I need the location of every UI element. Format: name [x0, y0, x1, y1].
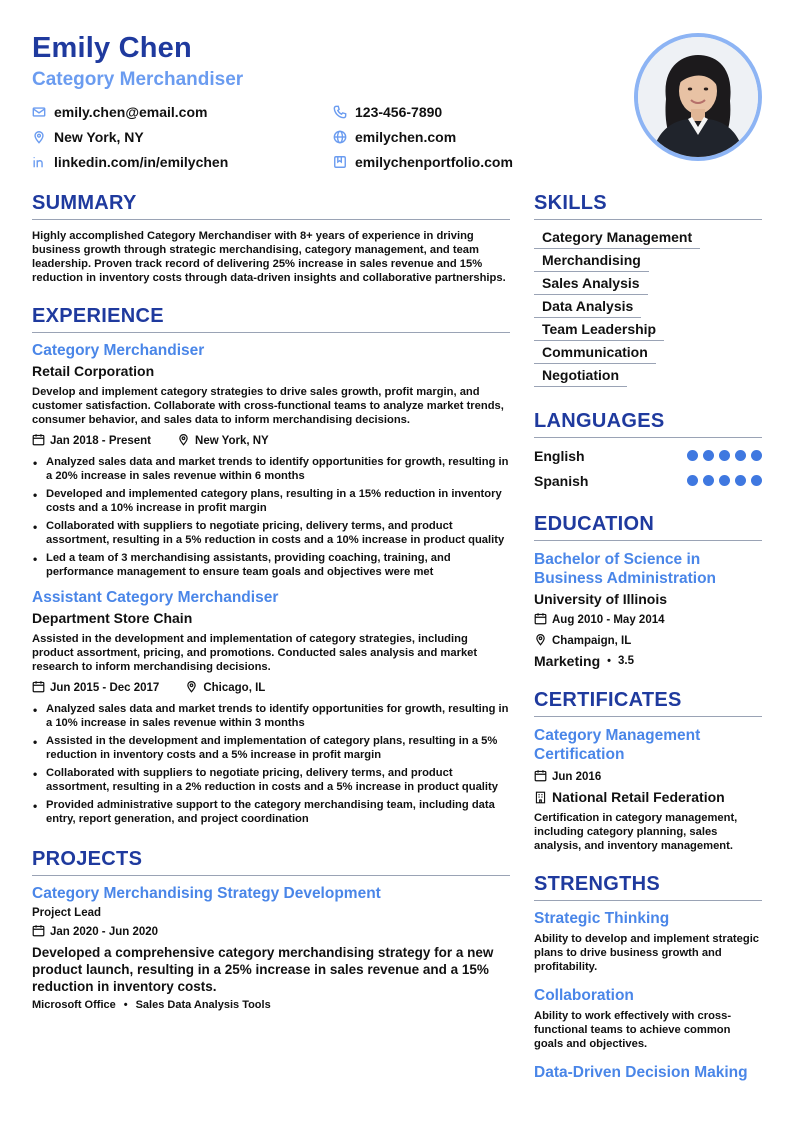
job-bullet: • Led a team of 3 merchandising assistants, providing coaching, training, and performance management to ensure team goals and objectives were met: [32, 551, 510, 579]
contact-portfolio[interactable]: [333, 149, 513, 174]
project-description: Developed a comprehensive category merchandising strategy for a new product launch, resulting in a 25% increase in sales revenue and a 15% reduction in inventory costs.: [32, 945, 494, 994]
job-bullet: • Collaborated with suppliers to negotiate pricing, delivery terms, and product assortment, resulting in a 5% reduction in costs and a 10% increase in product quality: [32, 519, 510, 547]
education-heading: EDUCATION: [534, 513, 762, 541]
calendar-icon: [32, 924, 50, 940]
job-title: Assistant Category Merchandiser: [32, 589, 279, 606]
strength-text: Ability to work effectively with cross-functional teams to achieve common goals and objectives.: [534, 1010, 732, 1050]
separator-dot: •: [123, 999, 128, 1011]
project-entry: [32, 885, 510, 1011]
contact-location-text: New York, NY: [54, 128, 144, 145]
building-icon: [534, 791, 547, 804]
profile-photo: [634, 33, 762, 161]
contact-phone-text: 123-456-7890: [355, 103, 443, 120]
calendar-icon: [32, 680, 50, 696]
job-dates: Jun 2015 - Dec 2017: [50, 682, 160, 694]
level-dot: [735, 475, 746, 486]
job-bullet: • Analyzed sales data and market trends to identify opportunities for growth, resulting in a 10% increase in sales revenue within 3 months: [32, 702, 510, 730]
contact-website-text: emilychen.com: [355, 128, 457, 145]
certificate-date: Jun 2016: [552, 771, 602, 783]
strength-entry: [534, 910, 762, 974]
job-company: Department Store Chain: [32, 610, 193, 626]
level-dot: [719, 475, 730, 486]
education-dates-row: [534, 612, 762, 628]
job-bullet: • Provided administrative support to the category merchandising team, including data entry, report generation, and project coordination: [32, 798, 510, 826]
language-level-dots: [687, 450, 762, 461]
skill-tag: Data Analysis: [534, 298, 641, 318]
skills-heading: SKILLS: [534, 192, 762, 220]
portfolio-icon: [333, 155, 355, 169]
project-title: Category Merchandising Strategy Development: [32, 885, 381, 902]
education-dates: Aug 2010 - May 2014: [552, 614, 665, 626]
contact-website[interactable]: [333, 124, 513, 149]
candidate-role: Category Merchandiser: [32, 69, 244, 90]
project-tool: Microsoft Office: [32, 999, 116, 1011]
job-entry: [32, 342, 510, 579]
phone-icon: [333, 105, 355, 119]
job-title: Category Merchandiser: [32, 342, 205, 359]
job-description: Develop and implement category strategies to drive sales growth, profit margin, and customer satisfaction. Collaborate with cross-functional teams to analyze market trends, consumer behavior, and sales data to inform merchandising decisions.: [32, 386, 504, 426]
skill-tag: Merchandising: [534, 252, 649, 272]
skill-tag: Negotiation: [534, 367, 627, 387]
education-school: University of Illinois: [534, 591, 668, 607]
language-name: Spanish: [534, 472, 589, 489]
contact-phone[interactable]: [333, 99, 513, 124]
level-dot: [735, 450, 746, 461]
job-description: Assisted in the development and implementation of category strategies, including product assortment, pricing, and promotions. Conducted sales analysis and market research to inform merchandising decisions.: [32, 633, 478, 673]
contact-email-text: emily.chen@email.com: [54, 103, 208, 120]
project-tool: Sales Data Analysis Tools: [135, 999, 271, 1011]
linkedin-icon: [32, 155, 54, 169]
education-field: Marketing: [534, 653, 601, 669]
calendar-icon: [534, 769, 552, 785]
education-degree: Bachelor of Science in Business Administration: [534, 551, 717, 587]
education-gpa: 3.5: [617, 655, 634, 667]
certificate-description: Certification in category management, including category planning, sales analysis, and inventory management.: [534, 812, 738, 852]
skill-tag: Sales Analysis: [534, 275, 648, 295]
mail-icon: [32, 105, 54, 119]
job-bullet: • Developed and implemented category plans, resulting in a 15% reduction in inventory costs and a 10% increase in profit margin: [32, 487, 510, 515]
job-bullet: • Assisted in the development and implementation of category plans, resulting in a 5% reduction in inventory costs and a 5% increase in profit margin: [32, 734, 510, 762]
language-row: [534, 468, 762, 493]
job-company: Retail Corporation: [32, 363, 155, 379]
education-field-row: [534, 653, 762, 669]
strength-title: Collaboration: [534, 987, 634, 1004]
job-location: Chicago, IL: [203, 682, 266, 694]
calendar-icon: [534, 612, 552, 628]
summary-heading: SUMMARY: [32, 192, 510, 220]
location-icon: [177, 433, 195, 449]
level-dot: [687, 450, 698, 461]
contact-portfolio-text: emilychenportfolio.com: [355, 153, 513, 170]
calendar-icon: [32, 433, 50, 449]
side-column: [534, 192, 762, 1082]
summary-text: Highly accomplished Category Merchandiser with 8+ years of experience in driving business growth through strategic merchandising, category management, and team leadership. Proven track record of delivering 25% increase in sales revenue and 15% reduction in inventory costs through data-driven insights and collaborative partnerships.: [32, 230, 506, 284]
language-name: English: [534, 447, 585, 464]
contact-email[interactable]: [32, 99, 228, 124]
skill-tag: Communication: [534, 344, 656, 364]
skill-tag: Team Leadership: [534, 321, 664, 341]
skills-list: [534, 229, 762, 390]
certificate-name: Category Management Certification: [534, 727, 701, 763]
level-dot: [703, 450, 714, 461]
project-meta: [32, 924, 510, 940]
job-bullets: [32, 455, 510, 579]
contact-list-left: [32, 99, 228, 174]
location-icon: [32, 130, 54, 144]
certificate-issuer-row: [534, 789, 762, 805]
strength-entry: [534, 987, 762, 1051]
languages-heading: LANGUAGES: [534, 410, 762, 438]
job-meta: [32, 433, 510, 449]
level-dot: [751, 450, 762, 461]
projects-heading: PROJECTS: [32, 848, 510, 876]
certificate-date-row: [534, 769, 762, 785]
language-level-dots: [687, 475, 762, 486]
candidate-name: Emily Chen: [32, 32, 192, 64]
job-bullet: • Analyzed sales data and market trends to identify opportunities for growth, resulting in a 20% increase in sales revenue within 6 months: [32, 455, 510, 483]
strength-entry: [534, 1064, 762, 1082]
level-dot: [719, 450, 730, 461]
education-location-row: [534, 633, 762, 649]
job-bullet: • Collaborated with suppliers to negotiate pricing, delivery terms, and product assortment, resulting in a 2% reduction in costs and a 5% increase in product quality: [32, 766, 510, 794]
project-role: Project Lead: [32, 907, 102, 919]
certificate-issuer: National Retail Federation: [552, 789, 725, 805]
skill-tag: Category Management: [534, 229, 700, 249]
experience-heading: EXPERIENCE: [32, 305, 510, 333]
project-tools: [32, 999, 510, 1011]
separator-dot: •: [607, 655, 611, 667]
globe-icon: [333, 130, 355, 144]
project-dates: Jan 2020 - Jun 2020: [50, 926, 159, 938]
job-meta: [32, 680, 510, 696]
job-location: New York, NY: [195, 435, 269, 447]
job-entry: [32, 589, 510, 826]
job-bullets: [32, 702, 510, 826]
main-column: [32, 192, 510, 1011]
strength-title: Data-Driven Decision Making: [534, 1064, 748, 1081]
level-dot: [703, 475, 714, 486]
strength-title: Strategic Thinking: [534, 910, 670, 927]
contact-linkedin-text: linkedin.com/in/emilychen: [54, 153, 229, 170]
profile-photo-avatar: [638, 37, 758, 157]
location-icon: [185, 680, 203, 696]
level-dot: [751, 475, 762, 486]
contact-list-right: [333, 99, 513, 174]
contact-location: [32, 124, 228, 149]
strengths-heading: STRENGTHS: [534, 873, 762, 901]
education-location: Champaign, IL: [552, 635, 632, 647]
certificate-entry: [534, 726, 762, 853]
language-row: [534, 443, 762, 468]
contact-linkedin[interactable]: [32, 149, 228, 174]
certificates-heading: CERTIFICATES: [534, 689, 762, 717]
location-icon: [534, 633, 552, 649]
level-dot: [687, 475, 698, 486]
education-entry: [534, 550, 762, 669]
languages-list: [534, 443, 762, 493]
job-dates: Jan 2018 - Present: [50, 435, 152, 447]
strength-text: Ability to develop and implement strategic plans to drive business growth and profitability.: [534, 933, 760, 973]
